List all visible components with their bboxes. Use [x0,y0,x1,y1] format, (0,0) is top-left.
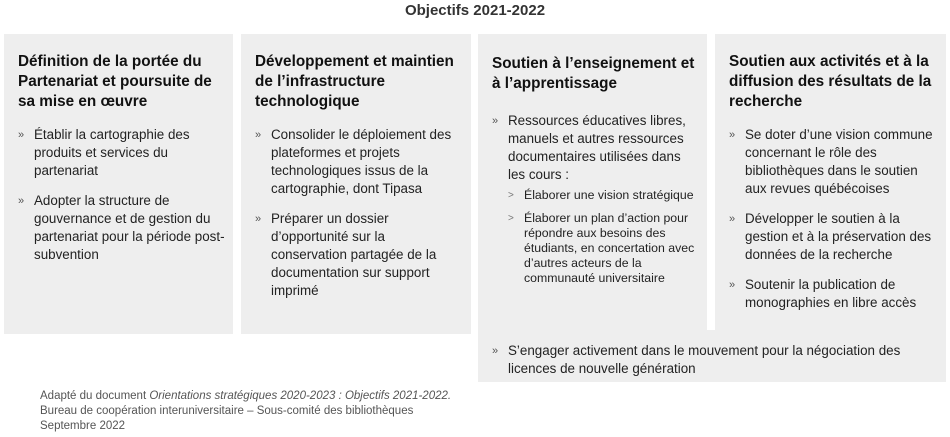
source-prefix: Adapté du document [40,390,150,402]
column-heading: Soutien à l’enseignement et à l’apprentissage [492,55,695,92]
sub-item-text: Élaborer une vision stratégique [524,188,694,202]
page-title: Objectifs 2021-2022 [404,2,546,19]
source-line-2: Bureau de coopération interuniversitaire – Sous-comité des bibliothèques [40,405,414,417]
bullet-icon: » [255,213,262,225]
item-text: Se doter d’une vision commune concernant le rôle des bibliothèques dans le soutien aux revues québécoises [745,127,933,196]
item-text: Ressources éducatives libres, manuels et autres ressources documentaires utilisées dans les cours : [508,113,686,182]
sub-list [508,184,699,286]
item-text: Développer le soutien à la gestion et à la préservation des données de la recherche [745,211,932,262]
item-text: Préparer un dossier d’opportunité sur la conservation partagée de la documentation sur support imprimé [271,211,437,298]
column-heading: Définition de la portée du Partenariat et poursuite de sa mise en œuvre [18,53,212,110]
column-heading: Développement et maintien de l’infrastructure technologique [255,53,454,110]
source-line-3: Septembre 2022 [40,420,126,432]
source-line-1 [40,389,451,404]
chevron-right-icon: > [508,190,514,201]
objective-list [715,112,946,312]
column-enseignement [478,34,707,330]
objective-list [4,112,233,264]
shared-objective-band [478,330,946,382]
list-item [729,210,938,264]
bullet-icon: » [729,213,736,225]
column-recherche [715,34,946,330]
list-item [18,126,225,180]
item-text: Soutenir la publication de monographies en libre accès [745,277,917,310]
item-text: S’engager activement dans le mouvement pour la négociation des licences de nouvelle génération [508,343,901,376]
objective-list [478,94,707,286]
bullet-icon: » [255,129,262,141]
bullet-icon: » [729,129,736,141]
sub-list-item [508,211,699,286]
list-item [492,112,699,286]
chevron-right-icon: > [508,213,514,224]
source-document-title: Orientations stratégiques 2020-2023 : Objectifs 2021-2022. [149,390,452,402]
column-heading: Soutien aux activités et à la diffusion des résultats de la recherche [729,53,932,110]
list-item [729,126,938,198]
sub-list-item [508,188,699,203]
bullet-icon: » [492,115,499,127]
bullet-icon: » [18,195,25,207]
list-item [255,126,463,198]
list-item [18,192,225,264]
bullet-icon: » [729,279,736,291]
source-note [40,389,451,434]
item-text: Adopter la structure de gouvernance et de gestion du partenariat pour la période post-subvention [34,193,225,262]
sub-item-text: Élaborer un plan d’action pour répondre aux besoins des étudiants, en concertation avec d’autres acteurs de la communauté universitaire [524,211,695,285]
column-partenariat [4,34,233,334]
item-text: Consolider le déploiement des plateformes et projets technologiques issus de la cartographie, dont Tipasa [271,127,452,196]
bullet-icon: » [492,345,499,357]
list-item [492,342,932,378]
list-item [255,210,463,300]
objective-list [241,112,471,300]
column-infrastructure [241,34,471,334]
list-item [729,276,938,312]
bullet-icon: » [18,129,25,141]
item-text: Établir la cartographie des produits et services du partenariat [34,127,190,178]
